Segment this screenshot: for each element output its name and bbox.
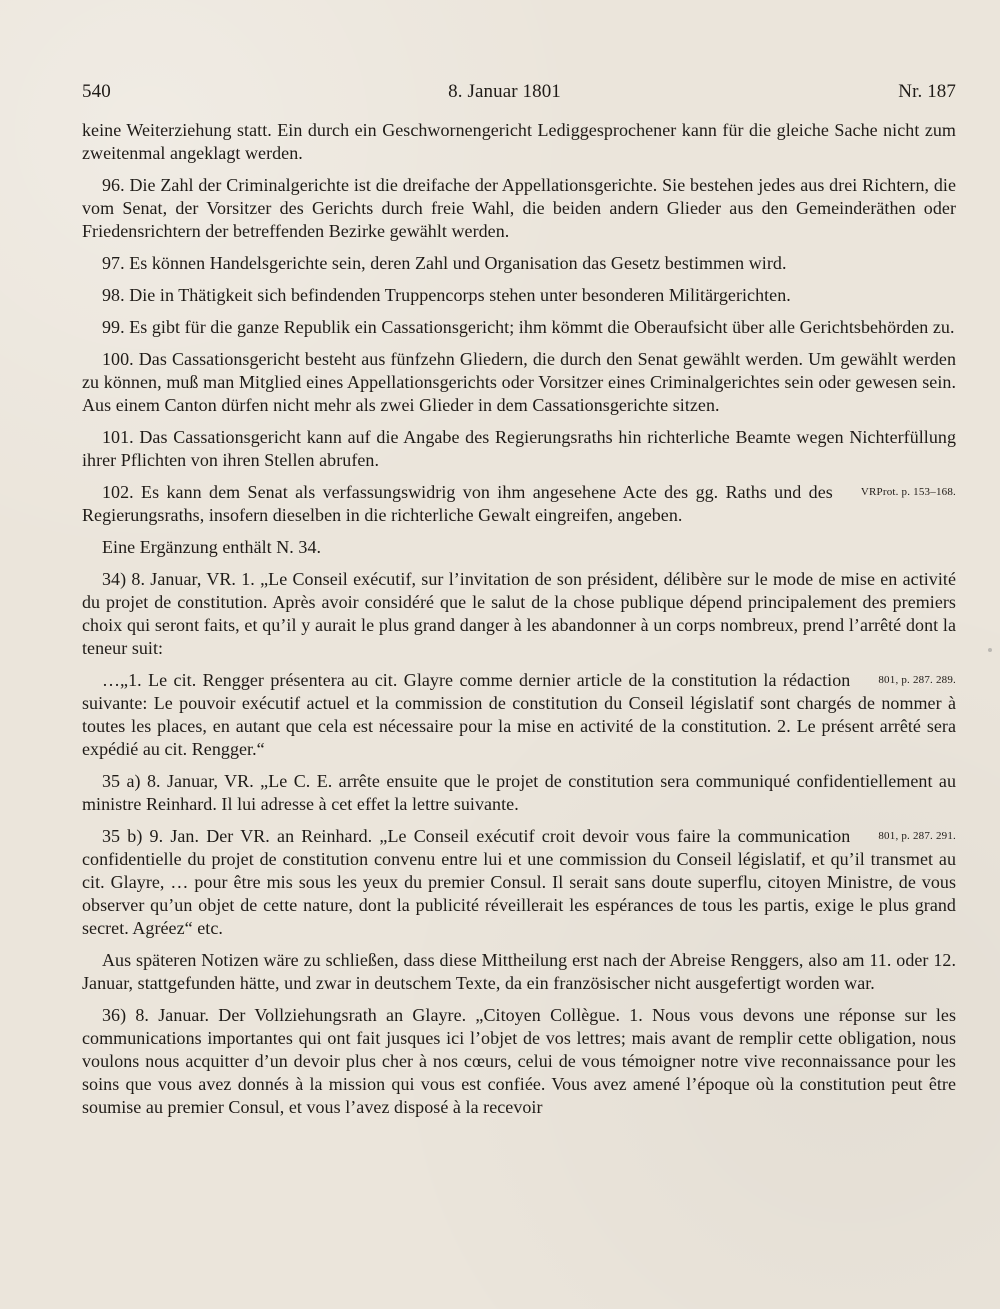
page-mark xyxy=(988,648,992,652)
reference-35b: 801, p. 287. 291. xyxy=(878,830,956,842)
paragraph-35b xyxy=(82,825,956,940)
paragraph-102-text: 102. Es kann dem Senat als verfassungswidrig von ihm angesehene Acte des gg. Raths und des Regierungsraths, insofern dieselben in die richterliche Gewalt eingreifen, angeben. xyxy=(82,482,833,525)
reference-102: VRProt. p. 153–168. xyxy=(860,486,956,498)
page-header xyxy=(82,82,956,101)
paragraph-addition: Eine Ergänzung enthält N. 34. xyxy=(102,537,322,557)
paragraph-34-continued-text: …„1. Le cit. Rengger présentera au cit. Glayre comme dernier article de la constitution la rédaction suivante: Le pouvoir exécutif actuel et la commission de constitution du Conseil législatif sont chargés de nommer à toutes les places, en autant que cela est nécessaire pour la mise en activité de la constitution. 2. Le présent arrêté sera expédié au cit. Rengger.“ xyxy=(82,670,956,759)
reference-34-continued: 801, p. 287. 289. xyxy=(878,674,956,686)
paragraph-96: 96. Die Zahl der Criminalgerichte ist die dreifache der Appellationsgerichte. Sie bestehen jedes aus drei Richtern, die vom Senat, der Vorsitzer des Gerichts durch freie Wahl, die beiden andern Glieder aus den Gemeinderäthen oder Friedensrichtern der betreffenden Bezirke gewählt werden. xyxy=(82,175,956,241)
document-text xyxy=(82,119,956,1119)
paragraph-102 xyxy=(82,481,956,527)
page-number: 540 xyxy=(82,81,111,102)
paragraph-note: Aus späteren Notizen wäre zu schließen, dass diese Mittheilung erst nach der Abreise Renggers, also am 11. oder 12. Januar, stattgefunden hätte, und zwar in deutschem Texte, da ein französischer nicht ausgefertigt worden war. xyxy=(82,950,956,993)
paragraph-34-continued xyxy=(82,669,956,761)
page-date: 8. Januar 1801 xyxy=(448,81,561,102)
paragraph-36: 36) 8. Januar. Der Vollziehungsrath an Glayre. „Citoyen Collègue. 1. Nous vous devons une réponse sur les communications importantes qui ont fait jusques ici l’objet de vos lettres; mais avant de remplir cette obligation, nous voulons nous acquitter d’un devoir plus cher à nos cœurs, celui de vous témoigner notre vive reconnaissance pour les soins que vous avez donnés à la mission qui vous est confiée. Vous avez amené l’époque où la constitution peut être soumise au premier Consul, et vous l’avez disposé à la recevoir xyxy=(82,1005,956,1117)
paragraph-35a: 35 a) 8. Januar, VR. „Le C. E. arrête ensuite que le projet de constitution sera communiqué confidentiellement au ministre Reinhard. Il lui adresse à cet effet la lettre suivante. xyxy=(82,771,956,814)
paragraph-97: 97. Es können Handelsgerichte sein, deren Zahl und Organisation das Gesetz bestimmen wird. xyxy=(102,253,787,273)
paragraph-99: 99. Es gibt für die ganze Republik ein Cassationsgericht; ihm kömmt die Oberaufsicht über alle Gerichtsbehörden zu. xyxy=(102,317,955,337)
entry-number: Nr. 187 xyxy=(898,81,956,102)
paragraph-101: 101. Das Cassationsgericht kann auf die Angabe des Regierungsraths hin richterliche Beamte wegen Nichterfüllung ihrer Pflichten von ihren Stellen abrufen. xyxy=(82,427,956,470)
paragraph-34: 34) 8. Januar, VR. 1. „Le Conseil exécutif, sur l’invitation de son président, délibère sur le mode de mise en activité du projet de constitution. Après avoir considéré que le salut de la chose publique dépend principalement des premiers choix qui seront faits, et qu’il y aurait le plus grand danger à les abandonner à un corps nombreux, prend l’arrêté dont la teneur suit: xyxy=(82,569,956,658)
paragraph-35b-text: 35 b) 9. Jan. Der VR. an Reinhard. „Le Conseil exécutif croit devoir vous faire la communication confidentielle du projet de constitution convenu entre lui et une commission du Conseil législatif, et qu’il transmet au cit. Glayre, … pour être mis sous les yeux du premier Consul. Il serait sans doute superflu, citoyen Ministre, de vous observer qu’un objet de cette nature, dont la publicité réveillerait les espérances de tous les partis, exige le plus grand secret. Agréez“ etc. xyxy=(82,826,956,938)
paragraph-1: keine Weiterziehung statt. Ein durch ein Geschwornengericht Lediggesprochener kann für die gleiche Sache nicht zum zweitenmal angeklagt werden. xyxy=(82,120,956,163)
paragraph-100: 100. Das Cassationsgericht besteht aus fünfzehn Gliedern, die durch den Senat gewählt werden. Um gewählt werden zu können, muß man Mitglied eines Appellationsgerichts oder Vorsitzer eines Criminalgerichtes sein oder gewesen sein. Aus einem Canton dürfen nicht mehr als zwei Glieder in dem Cassationsgerichte sitzen. xyxy=(82,349,956,415)
paragraph-98: 98. Die in Thätigkeit sich befindenden Truppencorps stehen unter besonderen Militärgerichten. xyxy=(102,285,791,305)
